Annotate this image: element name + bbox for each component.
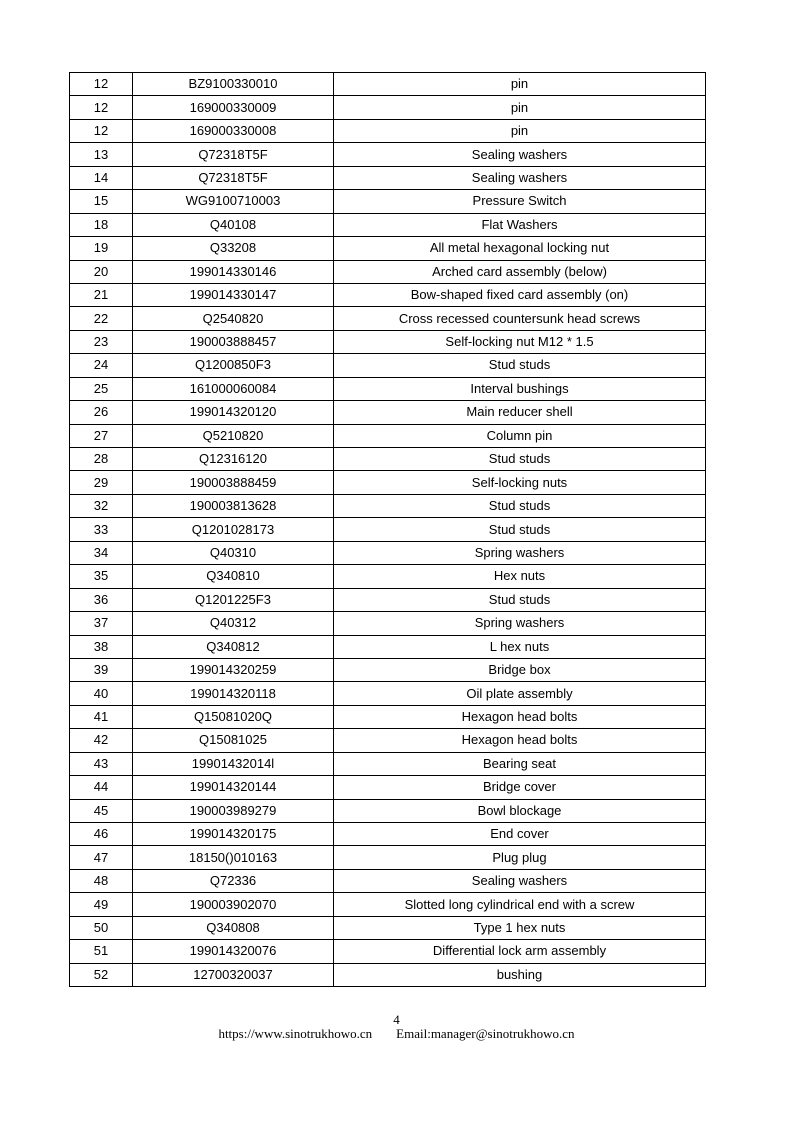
part-number-cell: 161000060084 xyxy=(133,377,334,400)
item-number-cell: 23 xyxy=(70,330,133,353)
item-number-cell: 38 xyxy=(70,635,133,658)
item-number-cell: 33 xyxy=(70,518,133,541)
parts-table xyxy=(69,72,706,987)
item-number-cell: 25 xyxy=(70,377,133,400)
item-number-cell: 36 xyxy=(70,588,133,611)
description-cell: Hexagon head bolts xyxy=(334,729,706,752)
part-number-cell: Q40310 xyxy=(133,541,334,564)
part-number-cell: 12700320037 xyxy=(133,963,334,986)
table-row xyxy=(70,541,706,564)
item-number-cell: 12 xyxy=(70,73,133,96)
part-number-cell: Q1201225F3 xyxy=(133,588,334,611)
description-cell: pin xyxy=(334,119,706,142)
item-number-cell: 12 xyxy=(70,96,133,119)
footer-contact xyxy=(0,1026,793,1042)
table-row xyxy=(70,916,706,939)
item-number-cell: 22 xyxy=(70,307,133,330)
part-number-cell: Q12316120 xyxy=(133,448,334,471)
table-row xyxy=(70,869,706,892)
description-cell: L hex nuts xyxy=(334,635,706,658)
description-cell: Bridge box xyxy=(334,658,706,681)
item-number-cell: 20 xyxy=(70,260,133,283)
item-number-cell: 35 xyxy=(70,565,133,588)
table-row xyxy=(70,494,706,517)
part-number-cell: 199014320259 xyxy=(133,658,334,681)
part-number-cell: Q340812 xyxy=(133,635,334,658)
table-row xyxy=(70,190,706,213)
part-number-cell: Q2540820 xyxy=(133,307,334,330)
item-number-cell: 14 xyxy=(70,166,133,189)
item-number-cell: 37 xyxy=(70,612,133,635)
description-cell: Pressure Switch xyxy=(334,190,706,213)
description-cell: Bowl blockage xyxy=(334,799,706,822)
table-row xyxy=(70,143,706,166)
description-cell: Oil plate assembly xyxy=(334,682,706,705)
table-row xyxy=(70,682,706,705)
description-cell: Sealing washers xyxy=(334,166,706,189)
part-number-cell: Q15081025 xyxy=(133,729,334,752)
item-number-cell: 18 xyxy=(70,213,133,236)
table-row xyxy=(70,260,706,283)
table-row xyxy=(70,658,706,681)
table-row xyxy=(70,729,706,752)
page-number: 4 xyxy=(393,1012,400,1027)
table-row xyxy=(70,213,706,236)
table-row xyxy=(70,401,706,424)
description-cell: End cover xyxy=(334,823,706,846)
table-row xyxy=(70,119,706,142)
table-row xyxy=(70,776,706,799)
table-row xyxy=(70,963,706,986)
item-number-cell: 49 xyxy=(70,893,133,916)
item-number-cell: 43 xyxy=(70,752,133,775)
part-number-cell: 190003888459 xyxy=(133,471,334,494)
part-number-cell: Q1201028173 xyxy=(133,518,334,541)
description-cell: Hexagon head bolts xyxy=(334,705,706,728)
part-number-cell: Q33208 xyxy=(133,237,334,260)
footer-email: Email:manager@sinotrukhowo.cn xyxy=(396,1026,575,1041)
description-cell: pin xyxy=(334,96,706,119)
description-cell: pin xyxy=(334,73,706,96)
part-number-cell: 190003888457 xyxy=(133,330,334,353)
item-number-cell: 27 xyxy=(70,424,133,447)
table-row xyxy=(70,940,706,963)
part-number-cell: 18150()010163 xyxy=(133,846,334,869)
item-number-cell: 48 xyxy=(70,869,133,892)
item-number-cell: 40 xyxy=(70,682,133,705)
item-number-cell: 45 xyxy=(70,799,133,822)
description-cell: Stud studs xyxy=(334,518,706,541)
item-number-cell: 42 xyxy=(70,729,133,752)
table-row xyxy=(70,635,706,658)
table-row xyxy=(70,307,706,330)
table-row xyxy=(70,330,706,353)
description-cell: Sealing washers xyxy=(334,869,706,892)
part-number-cell: 169000330009 xyxy=(133,96,334,119)
item-number-cell: 44 xyxy=(70,776,133,799)
item-number-cell: 41 xyxy=(70,705,133,728)
item-number-cell: 19 xyxy=(70,237,133,260)
part-number-cell: Q15081020Q xyxy=(133,705,334,728)
part-number-cell: 199014320120 xyxy=(133,401,334,424)
part-number-cell: 199014330147 xyxy=(133,283,334,306)
table-row xyxy=(70,237,706,260)
item-number-cell: 12 xyxy=(70,119,133,142)
part-number-cell: 199014320144 xyxy=(133,776,334,799)
part-number-cell: Q5210820 xyxy=(133,424,334,447)
part-number-cell: Q340810 xyxy=(133,565,334,588)
description-cell: Column pin xyxy=(334,424,706,447)
description-cell: Self-locking nut M12 * 1.5 xyxy=(334,330,706,353)
table-row xyxy=(70,588,706,611)
description-cell: Bow-shaped fixed card assembly (on) xyxy=(334,283,706,306)
table-row xyxy=(70,96,706,119)
item-number-cell: 47 xyxy=(70,846,133,869)
item-number-cell: 13 xyxy=(70,143,133,166)
description-cell: Interval bushings xyxy=(334,377,706,400)
part-number-cell: 190003813628 xyxy=(133,494,334,517)
description-cell: Bearing seat xyxy=(334,752,706,775)
part-number-cell: 190003989279 xyxy=(133,799,334,822)
table-row xyxy=(70,424,706,447)
item-number-cell: 32 xyxy=(70,494,133,517)
part-number-cell: Q340808 xyxy=(133,916,334,939)
footer-website: https://www.sinotrukhowo.cn xyxy=(218,1026,373,1041)
part-number-cell: 199014320118 xyxy=(133,682,334,705)
description-cell: Spring washers xyxy=(334,612,706,635)
description-cell: Hex nuts xyxy=(334,565,706,588)
table-row xyxy=(70,73,706,96)
description-cell: Plug plug xyxy=(334,846,706,869)
description-cell: Stud studs xyxy=(334,494,706,517)
description-cell: Differential lock arm assembly xyxy=(334,940,706,963)
table-row xyxy=(70,518,706,541)
part-number-cell: BZ9100330010 xyxy=(133,73,334,96)
item-number-cell: 26 xyxy=(70,401,133,424)
item-number-cell: 39 xyxy=(70,658,133,681)
description-cell: Flat Washers xyxy=(334,213,706,236)
description-cell: Spring washers xyxy=(334,541,706,564)
part-number-cell: Q72336 xyxy=(133,869,334,892)
part-number-cell: Q40108 xyxy=(133,213,334,236)
part-number-cell: Q72318T5F xyxy=(133,166,334,189)
parts-table-body xyxy=(70,73,706,987)
table-row xyxy=(70,752,706,775)
table-row xyxy=(70,377,706,400)
table-row xyxy=(70,612,706,635)
description-cell: Main reducer shell xyxy=(334,401,706,424)
part-number-cell: 169000330008 xyxy=(133,119,334,142)
description-cell: Bridge cover xyxy=(334,776,706,799)
description-cell: Self-locking nuts xyxy=(334,471,706,494)
item-number-cell: 15 xyxy=(70,190,133,213)
part-number-cell: Q1200850F3 xyxy=(133,354,334,377)
table-row xyxy=(70,283,706,306)
description-cell: Sealing washers xyxy=(334,143,706,166)
table-row xyxy=(70,823,706,846)
table-row xyxy=(70,705,706,728)
part-number-cell: 19901432014l xyxy=(133,752,334,775)
part-number-cell: 199014320175 xyxy=(133,823,334,846)
part-number-cell: Q40312 xyxy=(133,612,334,635)
item-number-cell: 34 xyxy=(70,541,133,564)
part-number-cell: WG9100710003 xyxy=(133,190,334,213)
item-number-cell: 51 xyxy=(70,940,133,963)
item-number-cell: 28 xyxy=(70,448,133,471)
item-number-cell: 46 xyxy=(70,823,133,846)
table-row xyxy=(70,354,706,377)
description-cell: Cross recessed countersunk head screws xyxy=(334,307,706,330)
table-row xyxy=(70,846,706,869)
description-cell: Type 1 hex nuts xyxy=(334,916,706,939)
item-number-cell: 21 xyxy=(70,283,133,306)
table-row xyxy=(70,565,706,588)
table-row xyxy=(70,799,706,822)
part-number-cell: 199014320076 xyxy=(133,940,334,963)
description-cell: Stud studs xyxy=(334,448,706,471)
table-row xyxy=(70,471,706,494)
part-number-cell: Q72318T5F xyxy=(133,143,334,166)
item-number-cell: 52 xyxy=(70,963,133,986)
description-cell: bushing xyxy=(334,963,706,986)
description-cell: Stud studs xyxy=(334,354,706,377)
table-row xyxy=(70,166,706,189)
description-cell: Arched card assembly (below) xyxy=(334,260,706,283)
part-number-cell: 190003902070 xyxy=(133,893,334,916)
part-number-cell: 199014330146 xyxy=(133,260,334,283)
item-number-cell: 24 xyxy=(70,354,133,377)
description-cell: Slotted long cylindrical end with a screw xyxy=(334,893,706,916)
description-cell: All metal hexagonal locking nut xyxy=(334,237,706,260)
item-number-cell: 50 xyxy=(70,916,133,939)
table-row xyxy=(70,893,706,916)
description-cell: Stud studs xyxy=(334,588,706,611)
table-row xyxy=(70,448,706,471)
item-number-cell: 29 xyxy=(70,471,133,494)
